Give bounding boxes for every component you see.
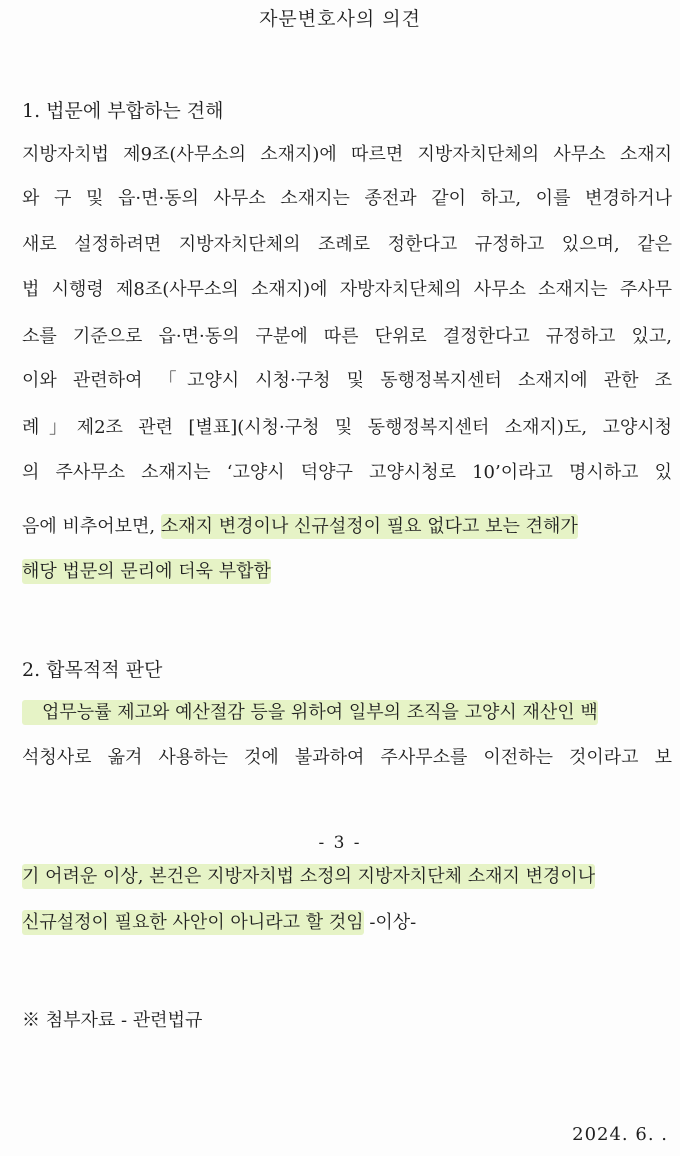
highlighted-text: 기 어려운 이상, 본건은 지방자치법 소정의 지방자치단체 소재지 변경이나 (22, 866, 596, 887)
section1-line (22, 512, 672, 542)
highlighted-text: 소재지 변경이나 신규설정이 필요 없다고 보는 견해가 (160, 516, 578, 537)
section1-line: 와 구 및 읍·면·동의 사무소 소재지는 종전과 같이 하고, 이를 변경하거나 (22, 188, 672, 209)
section2-line: 석청사로 옮겨 사용하는 것에 불과하여 주사무소를 이전하는 것이라고 보 (22, 747, 672, 768)
highlighted-text: 신규설정이 필요한 사안이 아니라고 할 것임 (22, 912, 364, 933)
document-date: 2024. 6. . (572, 1124, 668, 1145)
section1-line: 이와 관련하여 「고양시 시청·구청 및 동행정복지센터 소재지에 관한 조 (22, 370, 672, 391)
section1-line (22, 557, 672, 587)
section2-heading: 2. 합목적적 판단 (22, 659, 163, 681)
page-number: - 3 - (318, 833, 362, 853)
closing-mark: -이상- (363, 912, 417, 933)
section1-line: 소를 기준으로 읍·면·동의 구분에 따른 단위로 결정한다고 규정하고 있고, (22, 326, 672, 347)
document-title: 자문변호사의 의견 (259, 8, 421, 30)
section1-line: 례」제2조 관련 [별표](시청·구청 및 동행정복지센터 소재지)도, 고양시청 (22, 417, 672, 438)
section2-line (22, 908, 672, 938)
attachment-note: ※ 첨부자료 - 관련법규 (22, 1010, 203, 1031)
section1-line: 법 시행령 제8조(사무소의 소재지)에 자방자치단체의 사무소 소재지는 주사무 (22, 279, 672, 300)
highlighted-text: 해당 법문의 문리에 더욱 부합함 (22, 561, 271, 582)
section1-line: 새로 설정하려면 지방자치단체의 조례로 정한다고 규정하고 있으며, 같은 (22, 234, 672, 255)
section2-line (22, 862, 672, 892)
section1-heading: 1. 법문에 부합하는 견해 (22, 100, 224, 122)
plain-text: 음에 비추어보면, (22, 516, 161, 537)
section1-line: 의 주사무소 소재지는 ‘고양시 덕양구 고양시청로 10’이라고 명시하고 있 (22, 462, 672, 483)
section2-line (22, 698, 672, 728)
section1-line: 지방자치법 제9조(사무소의 소재지)에 따르면 지방자치단체의 사무소 소재지 (22, 144, 672, 165)
highlighted-text: 업무능률 제고와 예산절감 등을 위하여 일부의 조직을 고양시 재산인 백 (22, 700, 598, 725)
